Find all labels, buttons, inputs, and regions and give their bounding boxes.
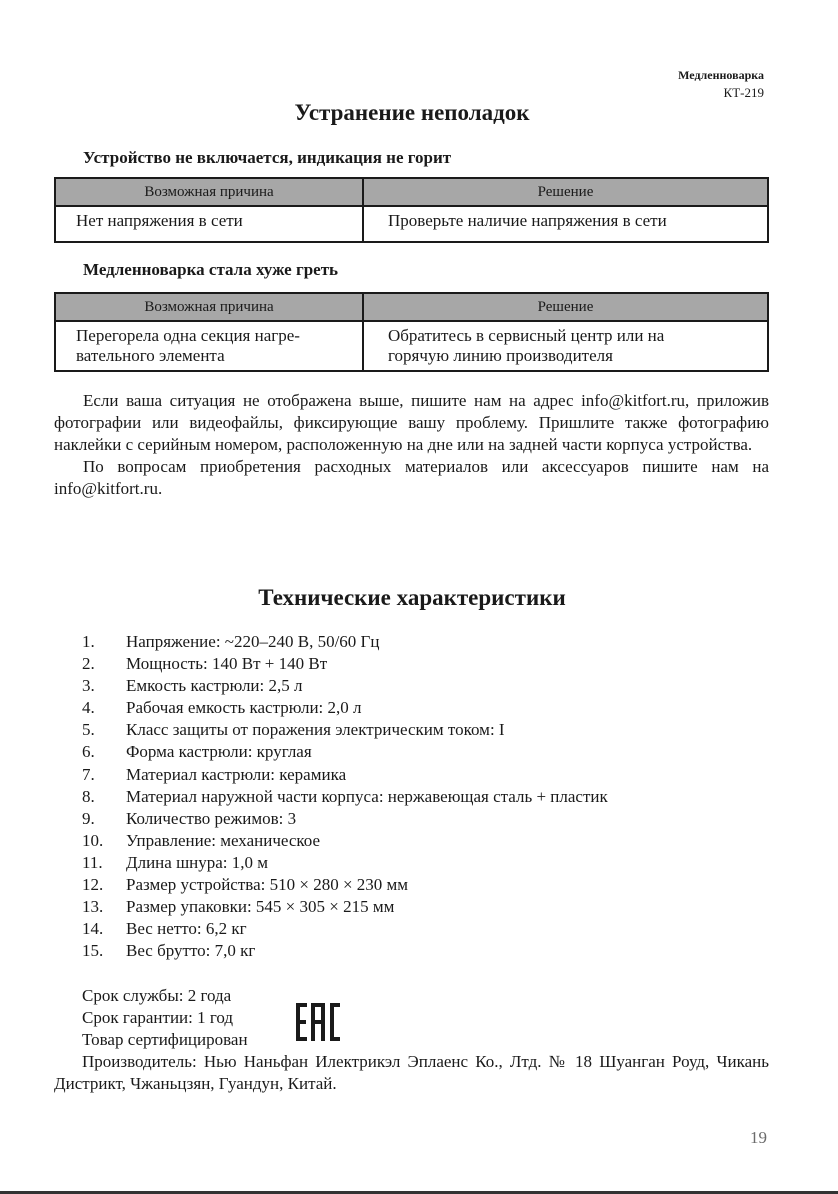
spec-number: 14. — [82, 919, 104, 939]
solution-line-1: Обратитесь в сервисный центр или на — [388, 326, 665, 345]
cause-line-1: Перегорела одна секция нагре- — [76, 326, 300, 345]
specs-list — [82, 631, 608, 962]
table-cell-solution — [363, 321, 768, 371]
spec-text: Емкость кастрюли: 2,5 л — [126, 676, 303, 696]
spec-text: Вес брутто: 7,0 кг — [126, 941, 256, 961]
specs-title: Технические характеристики — [258, 585, 566, 610]
spec-text: Размер устройства: 510 × 280 × 230 мм — [126, 875, 409, 895]
spec-item — [82, 653, 608, 675]
cause-line-2: вательного элемента — [76, 346, 225, 365]
spec-number: 3. — [82, 676, 95, 696]
troubleshooting-table-weak-heating — [54, 292, 769, 372]
header-product-name: Медленноварка — [678, 68, 764, 82]
spec-number: 5. — [82, 720, 95, 740]
spec-text: Форма кастрюли: круглая — [126, 742, 312, 762]
spec-text: Материал кастрюли: керамика — [126, 764, 347, 784]
spec-item — [82, 918, 608, 940]
spec-number: 9. — [82, 808, 95, 828]
contact-paragraph: Если ваша ситуация не отображена выше, пишите нам на адрес info@kitfort.ru, приложив фотографии или видеофайлы, фиксирующие вашу проблему. Пришлите также фотографию наклейки с серийным номером, расположенную на дне или на задней части корпуса устройства. — [54, 391, 769, 454]
service-life: Срок службы: 2 года — [82, 986, 232, 1005]
spec-number: 7. — [82, 764, 95, 784]
spec-number: 13. — [82, 897, 104, 917]
table-cell-solution: Проверьте наличие напряжения в сети — [363, 206, 768, 242]
warranty-period: Срок гарантии: 1 год — [82, 1008, 234, 1027]
contact-instructions — [54, 390, 769, 500]
spec-item — [82, 896, 608, 918]
table-header-solution: Решение — [363, 293, 768, 321]
spec-text: Класс защиты от поражения электрическим током: I — [126, 720, 505, 740]
spec-number: 4. — [82, 698, 95, 718]
spec-text: Вес нетто: 6,2 кг — [126, 919, 247, 939]
table-cell-cause: Нет напряжения в сети — [55, 206, 363, 242]
spec-item — [82, 719, 608, 741]
spec-number: 2. — [82, 654, 95, 674]
table-header-solution: Решение — [363, 178, 768, 206]
spec-number: 10. — [82, 830, 104, 850]
manufacturer-info: Производитель: Нью Наньфан Илектрикэл Эплаенс Ко., Лтд. № 18 Шуанган Роуд, Чикань Дистрикт, Чжаньцзян, Гуандун, Китай. — [54, 1052, 769, 1093]
spec-item — [82, 874, 608, 896]
spec-item — [82, 808, 608, 830]
spec-item — [82, 830, 608, 852]
spec-text: Рабочая емкость кастрюли: 2,0 л — [126, 698, 362, 718]
spec-text: Управление: механическое — [126, 830, 321, 850]
spec-item — [82, 675, 608, 697]
page-number: 19 — [750, 1128, 767, 1147]
spec-number: 6. — [82, 742, 95, 762]
eac-certification-logo — [296, 1000, 341, 1044]
spec-text: Напряжение: ~220–240 В, 50/60 Гц — [126, 632, 380, 651]
spec-number: 8. — [82, 786, 95, 806]
spec-item — [82, 786, 608, 808]
supplies-paragraph: По вопросам приобретения расходных материалов или аксессуаров пишите нам на info@kitfort.ru. — [54, 457, 769, 498]
spec-number: 15. — [82, 941, 104, 961]
spec-item — [82, 631, 608, 653]
spec-text: Мощность: 140 Вт + 140 Вт — [126, 654, 328, 674]
spec-item — [82, 741, 608, 763]
table-header-cause: Возможная причина — [55, 178, 363, 206]
solution-line-2: горячую линию производителя — [388, 346, 613, 365]
spec-text: Материал наружной части корпуса: нержавеющая сталь + пластик — [126, 786, 608, 806]
spec-text: Количество режимов: 3 — [126, 808, 297, 828]
spec-item — [82, 940, 608, 962]
spec-text: Размер упаковки: 545 × 305 × 215 мм — [126, 897, 395, 917]
header-model-number: КТ-219 — [723, 85, 764, 100]
issue-heading-weak-heating: Медленноварка стала хуже греть — [83, 260, 339, 279]
spec-number: 11. — [82, 852, 103, 872]
spec-text: Длина шнура: 1,0 м — [126, 852, 269, 872]
troubleshooting-title: Устранение неполадок — [294, 100, 530, 125]
spec-number: 12. — [82, 875, 104, 895]
service-info — [82, 985, 248, 1051]
spec-number: 1. — [82, 632, 95, 651]
table-header-cause: Возможная причина — [55, 293, 363, 321]
spec-item — [82, 697, 608, 719]
table-cell-cause — [55, 321, 363, 371]
certification-note: Товар сертифицирован — [82, 1030, 248, 1049]
spec-item — [82, 852, 608, 874]
troubleshooting-table-no-power — [54, 177, 769, 243]
issue-heading-no-power: Устройство не включается, индикация не горит — [83, 148, 452, 167]
spec-item — [82, 764, 608, 786]
